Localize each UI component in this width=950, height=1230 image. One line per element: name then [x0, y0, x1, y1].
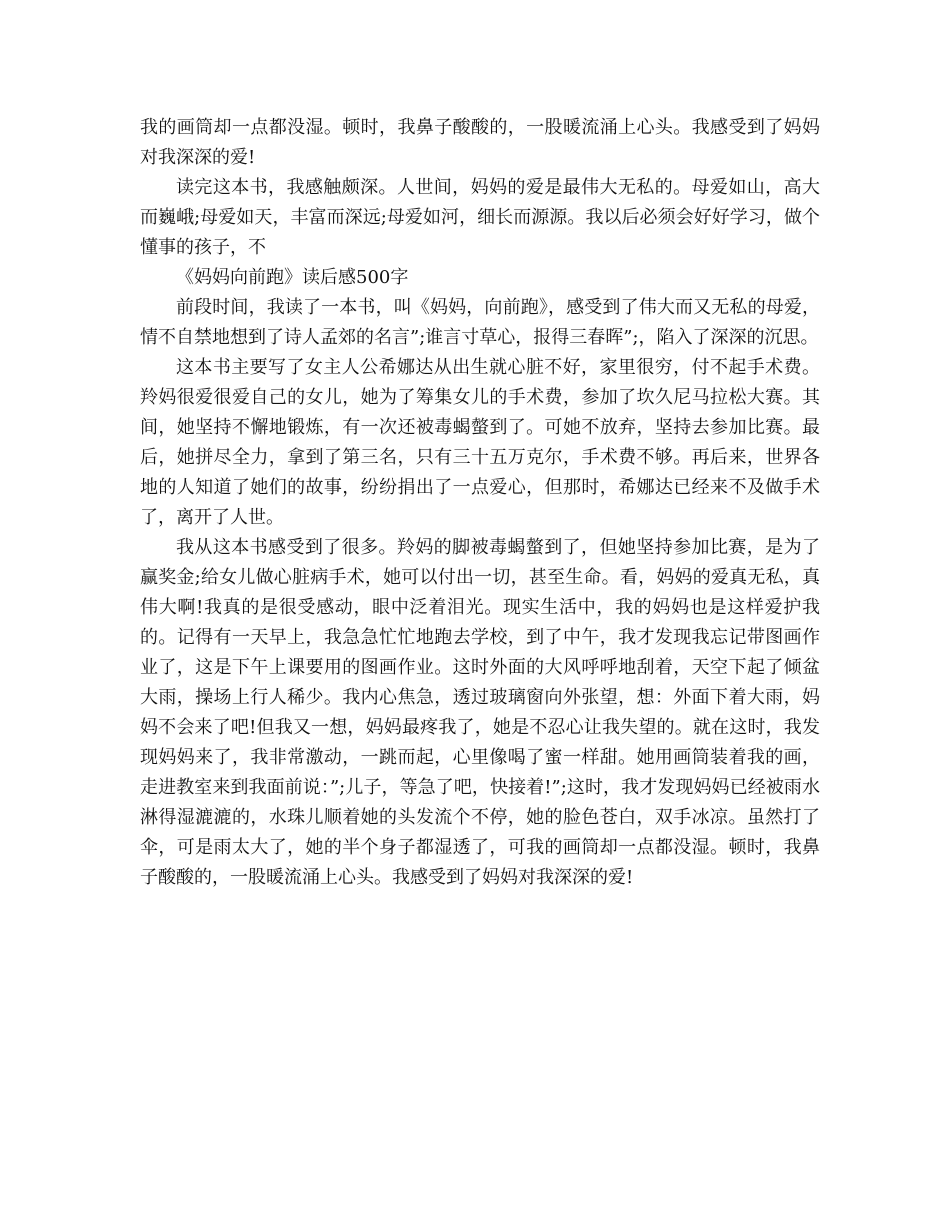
paragraph-continuation: 我的画筒却一点都没湿。顿时，我鼻子酸酸的，一股暖流涌上心头。我感受到了妈妈对我深深的爱! — [140, 117, 820, 168]
section-title: 《妈妈向前跑》读后感500字 — [176, 267, 409, 288]
document-page — [140, 113, 820, 893]
paragraph-summary: 这本书主要写了女主人公希娜达从出生就心脏不好，家里很穷，付不起手术费。羚妈很爱很爱自己的女儿，她为了筹集女儿的手术费，参加了坎久尼马拉松大赛。其间，她坚持不懈地锻炼，有一次还被毒蝎螫到了。可她不放弃，坚持去参加比赛。最后，她拼尽全力，拿到了第三名，只有三十五万克尔，手术费不够。再后来，世界各地的人知道了她们的故事，纷纷捐出了一点爱心，但那时，希娜达已经来不及做手术了，离开了人世。 — [140, 357, 820, 528]
paragraph-intro: 前段时间，我读了一本书，叫《妈妈，向前跑》，感受到了伟大而又无私的母爱，情不自禁地想到了诗人孟郊的名言”;谁言寸草心，报得三春晖”;，陷入了深深的沉思。 — [140, 297, 820, 348]
paragraph-feelings: 我从这本书感受到了很多。羚妈的脚被毒蝎螫到了，但她坚持参加比赛，是为了赢奖金;给女儿做心脏病手术，她可以付出一切，甚至生命。看，妈妈的爱真无私，真伟大啊!我真的是很受感动，眼中泛着泪光。现实生活中，我的妈妈也是这样爱护我的。记得有一天早上，我急急忙忙地跑去学校，到了中午，我才发现我忘记带图画作业了，这是下午上课要用的图画作业。这时外面的大风呼呼地刮着，天空下起了倾盆大雨，操场上行人稀少。我内心焦急，透过玻璃窗向外张望，想：外面下着大雨，妈妈不会来了吧!但我又一想，妈妈最疼我了，她是不忍心让我失望的。就在这时，我发现妈妈来了，我非常激动，一跳而起，心里像喝了蜜一样甜。她用画筒装着我的画，走进教室来到我面前说：”;儿子，等急了吧，快接着!”;这时，我才发现妈妈已经被雨水淋得湿漉漉的，水珠儿顺着她的头发流个不停，她的脸色苍白，双手冰凉。虽然打了伞，可是雨太大了，她的半个身子都湿透了，可我的画筒却一点都没湿。顿时，我鼻子酸酸的，一股暖流涌上心头。我感受到了妈妈对我深深的爱! — [140, 537, 820, 888]
paragraph-reflection: 读完这本书，我感触颇深。人世间，妈妈的爱是最伟大无私的。母爱如山，高大而巍峨;母爱如天，丰富而深远;母爱如河，细长而源源。我以后必须会好好学习，做个懂事的孩子，不 — [140, 177, 820, 258]
